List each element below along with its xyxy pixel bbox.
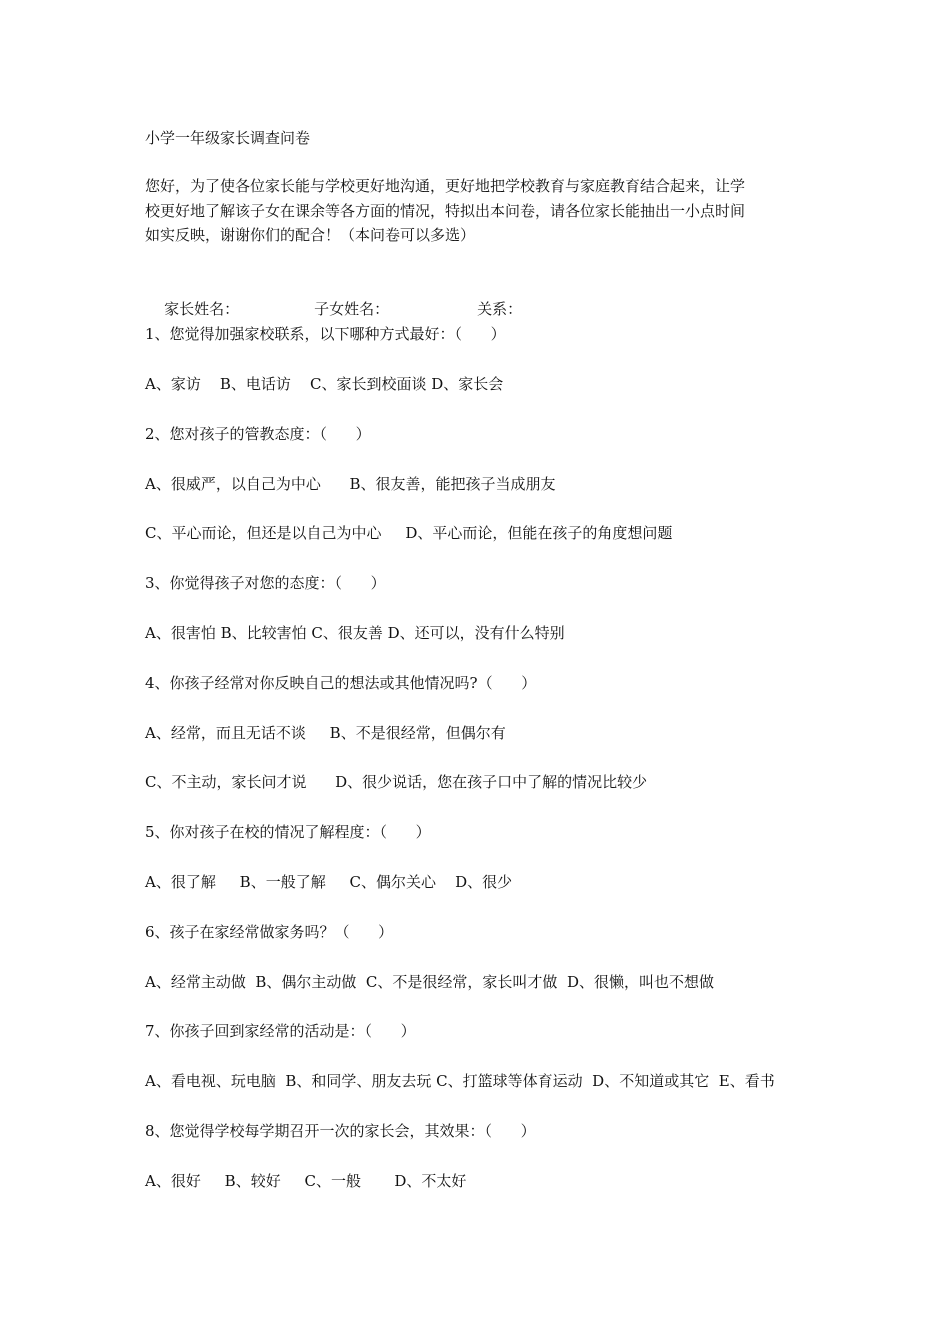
page-title: 小学一年级家长调查问卷 <box>145 129 311 147</box>
question-8-options: A、很好 B、较好 C、一般 D、不太好 <box>145 1171 467 1190</box>
relation-label: 关系： <box>477 299 523 318</box>
intro-paragraph <box>145 174 810 248</box>
question-7: 7、你孩子回到家经常的活动是：（ ） <box>145 1022 416 1041</box>
question-5: 5、你对孩子在校的情况了解程度：（ ） <box>145 823 431 842</box>
question-3-options: A、很害怕 B、比较害怕 C、很友善 D、还可以，没有什么特别 <box>145 624 565 643</box>
question-6-options: A、经常主动做 B、偶尔主动做 C、不是很经常，家长叫才做 D、很懒，叫也不想做 <box>145 972 714 991</box>
intro-line: 校更好地了解该子女在课余等各方面的情况，特拟出本问卷，请各位家长能抽出一小点时间 <box>145 201 746 220</box>
question-1: 1、您觉得加强家校联系，以下哪种方式最好：（ ） <box>145 325 506 344</box>
question-7-options: A、看电视、玩电脑 B、和同学、朋友去玩 C、打篮球等体育运动 D、不知道或其它 E、看书 <box>145 1072 775 1091</box>
question-5-options: A、很了解 B、一般了解 C、偶尔关心 D、很少 <box>145 873 513 892</box>
questionnaire-page <box>145 126 825 1193</box>
question-2: 2、您对孩子的管教态度：（ ） <box>145 424 371 443</box>
question-4: 4、你孩子经常对你反映自己的想法或其他情况吗?（ ） <box>145 673 537 692</box>
question-1-options: A、家访 B、电话访 C、家长到校面谈 D、家长会 <box>145 375 504 394</box>
question-4-options: C、不主动，家长问才说 D、很少说话，您在孩子口中了解的情况比较少 <box>145 773 648 792</box>
question-2-options: C、平心而论，但还是以自己为中心 D、平心而论，但能在孩子的角度想问题 <box>145 524 673 543</box>
question-4-options: A、经常，而且无话不谈 B、不是很经常，但偶尔有 <box>145 723 506 742</box>
question-2-options: A、很威严，以自己为中心 B、很友善，能把孩子当成朋友 <box>145 474 556 493</box>
question-3: 3、你觉得孩子对您的态度：（ ） <box>145 574 386 593</box>
question-6: 6、孩子在家经常做家务吗？（ ） <box>145 922 394 941</box>
question-8: 8、您觉得学校每学期召开一次的家长会，其效果：（ ） <box>145 1122 536 1141</box>
child-name-label: 子女姓名： <box>314 299 390 318</box>
intro-line: 您好，为了使各位家长能与学校更好地沟通，更好地把学校教育与家庭教育结合起来，让学 <box>145 177 746 195</box>
info-fields <box>145 273 825 318</box>
parent-name-label: 家长姓名： <box>164 299 240 318</box>
intro-line: 如实反映，谢谢你们的配合！（本问卷可以多选） <box>145 226 476 244</box>
